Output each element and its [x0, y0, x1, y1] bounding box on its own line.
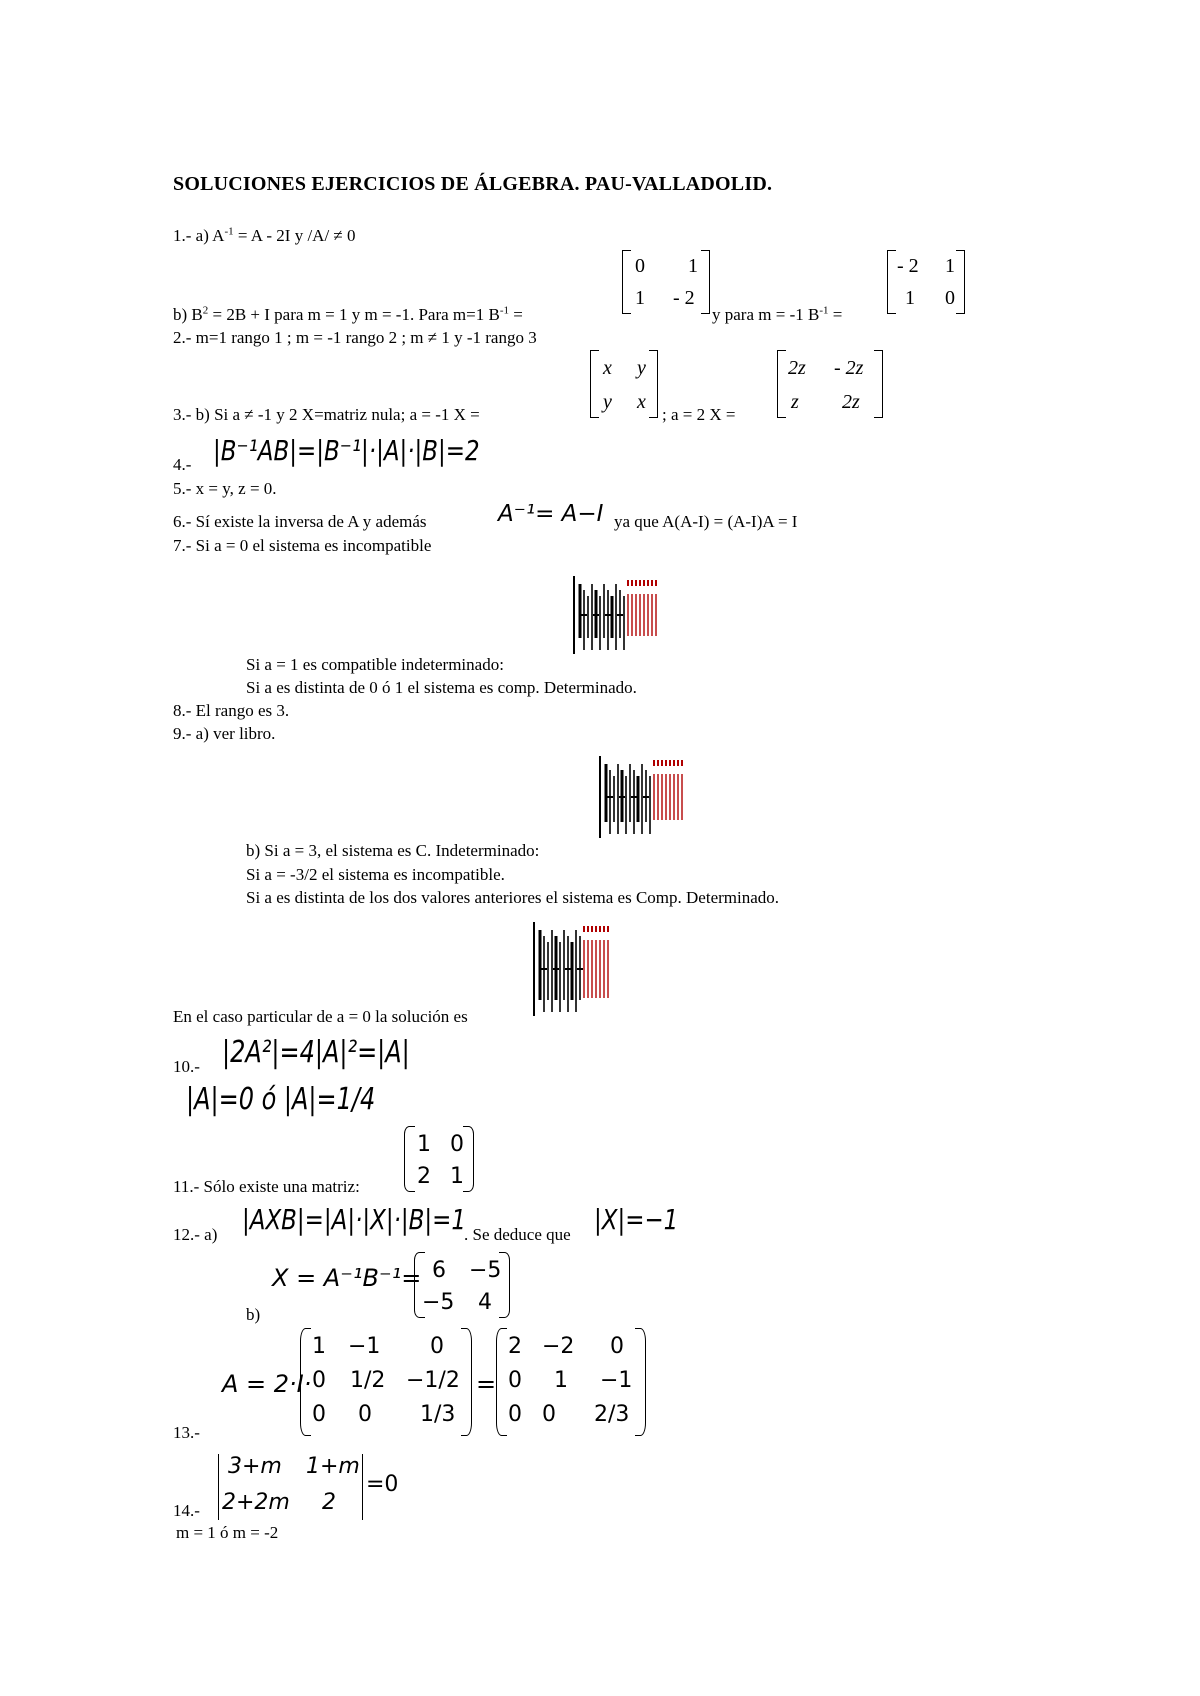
- matrix-cell: 0: [508, 1402, 522, 1427]
- e1b-mid: y para m = -1 B: [712, 305, 820, 324]
- matrix-cell: −1: [600, 1368, 633, 1393]
- determinant-left-bar: [218, 1454, 219, 1520]
- matrix-cell: y: [603, 391, 612, 413]
- exercise-14-label: 14.-: [173, 1501, 200, 1520]
- matrix-cell: −5: [469, 1258, 502, 1283]
- exercise-7-line2: Si a = 1 es compatible indeterminado:: [246, 655, 504, 674]
- matrix-cell: 0: [945, 287, 955, 309]
- exercise-12-formula3: X = A⁻¹B⁻¹=: [272, 1264, 422, 1292]
- exercise-7: 7.- Si a = 0 el sistema es incompatible: [173, 536, 432, 555]
- exercise-11: 11.- Sólo existe una matriz:: [173, 1177, 360, 1196]
- exercise-4-label: 4.-: [173, 455, 192, 474]
- exercise-12-b-label: b): [246, 1305, 261, 1324]
- e1a-sup: -1: [224, 225, 234, 238]
- determinant-right-bar: [362, 1454, 363, 1520]
- matrix-cell: 1: [688, 255, 698, 277]
- exercise-9b-line1: b) Si a = 3, el sistema es C. Indeterminado:: [246, 841, 540, 860]
- equation-image-7: [572, 574, 682, 656]
- matrix-x-a-minus-1: [590, 350, 658, 418]
- exercise-1b: [173, 306, 523, 323]
- page-title: SOLUCIONES EJERCICIOS DE ÁLGEBRA. PAU-VALLADOLID.: [173, 173, 773, 195]
- equation-image-9c: [532, 920, 630, 1018]
- exercise-9a: 9.- a) ver libro.: [173, 724, 276, 743]
- matrix-cell: 2z: [842, 391, 860, 413]
- exercise-9b-line4: En el caso particular de a = 0 la solución es: [173, 1007, 468, 1026]
- e1a-label: 1.- a) A: [173, 226, 225, 245]
- exercise-8: 8.- El rango es 3.: [173, 701, 290, 720]
- determinant-cell: 1+m: [306, 1454, 360, 1479]
- matrix-cell: y: [637, 357, 646, 379]
- matrix-cell: x: [637, 391, 646, 413]
- matrix-cell: −5: [422, 1290, 455, 1315]
- matrix-exercise-13-left: [300, 1328, 472, 1436]
- matrix-x-a-2: [777, 350, 883, 418]
- matrix-cell: 0: [312, 1368, 326, 1393]
- exercise-4-formula: |B⁻¹AB|=|B⁻¹|·|A|·|B|=2: [213, 434, 480, 467]
- matrix-cell: 0: [358, 1402, 372, 1427]
- matrix-cell: 2: [417, 1164, 431, 1189]
- matrix-cell: 0: [312, 1402, 326, 1427]
- exercise-9b-line3: Si a es distinta de los dos valores anteriores el sistema es Comp. Determinado.: [246, 888, 780, 907]
- matrix-cell: −1/2: [406, 1368, 460, 1393]
- matrix-cell: 1: [417, 1132, 431, 1157]
- matrix-cell: 1: [450, 1164, 464, 1189]
- matrix-exercise-12: [414, 1252, 510, 1318]
- matrix-cell: 1: [554, 1368, 568, 1393]
- matrix-cell: 0: [610, 1334, 624, 1359]
- matrix-cell: 4: [478, 1290, 492, 1315]
- matrix-b-inverse-m1: [622, 250, 710, 314]
- exercise-2: 2.- m=1 rango 1 ; m = -1 rango 2 ; m ≠ 1 y -1 rango 3: [173, 328, 537, 347]
- exercise-6-tail: ya que A(A-I) = (A-I)A = I: [614, 512, 798, 531]
- matrix-cell: −2: [542, 1334, 575, 1359]
- exercise-12-label: 12.- a): [173, 1225, 218, 1244]
- exercise-13-eq: =: [476, 1370, 497, 1398]
- exercise-14-eq: =0: [366, 1472, 399, 1497]
- exercise-7-line3: Si a es distinta de 0 ó 1 el sistema es comp. Determinado.: [246, 678, 637, 697]
- matrix-cell: 1: [905, 287, 915, 309]
- determinant-cell: 3+m: [228, 1454, 282, 1479]
- matrix-cell: 2z: [788, 357, 806, 379]
- matrix-cell: 0: [635, 255, 645, 277]
- matrix-cell: 1: [945, 255, 955, 277]
- exercise-9b-line2: Si a = -3/2 el sistema es incompatible.: [246, 865, 505, 884]
- matrix-cell: 1/2: [350, 1368, 386, 1393]
- exercise-1a: [173, 227, 356, 244]
- matrix-cell: 2/3: [594, 1402, 630, 1427]
- matrix-cell: - 2z: [834, 357, 864, 379]
- garbled-equation-icon: [598, 754, 704, 840]
- e1b-eq: =: [509, 305, 523, 324]
- matrix-cell: - 2: [897, 255, 919, 277]
- matrix-exercise-13-right: [496, 1328, 646, 1436]
- matrix-b-inverse-m-1: [887, 250, 965, 314]
- exercise-12-formula2: |X|=−1: [594, 1203, 679, 1236]
- exercise-10-formula2: |A|=0 ó |A|=1/4: [186, 1082, 376, 1117]
- garbled-equation-icon: [572, 574, 682, 656]
- e1a-text: = A - 2I y /A/ ≠ 0: [233, 226, 356, 245]
- determinant-cell: 2: [322, 1490, 336, 1515]
- matrix-cell: 0: [542, 1402, 556, 1427]
- matrix-cell: 1: [635, 287, 645, 309]
- matrix-exercise-11: [404, 1126, 474, 1192]
- exercise-6-formula: A⁻¹= A−I: [498, 501, 604, 527]
- exercise-1b-mid: [712, 306, 842, 323]
- exercise-14-solution: m = 1 ó m = -2: [176, 1523, 279, 1542]
- matrix-cell: −1: [348, 1334, 381, 1359]
- exercise-13-formula: A = 2·I·: [222, 1370, 312, 1398]
- garbled-equation-icon: [532, 920, 630, 1018]
- e1b-sup: 2: [202, 304, 209, 317]
- matrix-cell: 1/3: [420, 1402, 456, 1427]
- e1b-eq2: =: [828, 305, 843, 324]
- e1b-label: b) B: [173, 305, 203, 324]
- matrix-cell: 0: [508, 1368, 522, 1393]
- matrix-cell: 2: [508, 1334, 522, 1359]
- exercise-10-label: 10.-: [173, 1057, 200, 1076]
- equation-image-9b: [598, 754, 704, 840]
- exercise-3-mid: ; a = 2 X =: [662, 405, 736, 424]
- exercise-6: 6.- Sí existe la inversa de A y además: [173, 512, 427, 531]
- matrix-cell: 6: [432, 1258, 446, 1283]
- e1b-sup2: -1: [499, 304, 509, 317]
- matrix-cell: 0: [430, 1334, 444, 1359]
- e1b-sup3: -1: [819, 304, 829, 317]
- exercise-12-mid: . Se deduce que: [464, 1225, 571, 1244]
- matrix-cell: 1: [312, 1334, 326, 1359]
- matrix-cell: z: [791, 391, 799, 413]
- exercise-10-formula1: |2A²|=4|A|²=|A|: [222, 1035, 410, 1070]
- exercise-3: 3.- b) Si a ≠ -1 y 2 X=matriz nula; a = -1 X =: [173, 405, 480, 424]
- matrix-cell: x: [603, 357, 612, 379]
- matrix-cell: - 2: [673, 287, 695, 309]
- exercise-13-label: 13.-: [173, 1423, 200, 1442]
- exercise-12-formula1: |AXB|=|A|·|X|·|B|=1: [242, 1203, 466, 1236]
- determinant-cell: 2+2m: [222, 1490, 290, 1515]
- exercise-5: 5.- x = y, z = 0.: [173, 479, 277, 498]
- e1b-text: = 2B + I para m = 1 y m = -1. Para m=1 B: [208, 305, 500, 324]
- matrix-cell: 0: [450, 1132, 464, 1157]
